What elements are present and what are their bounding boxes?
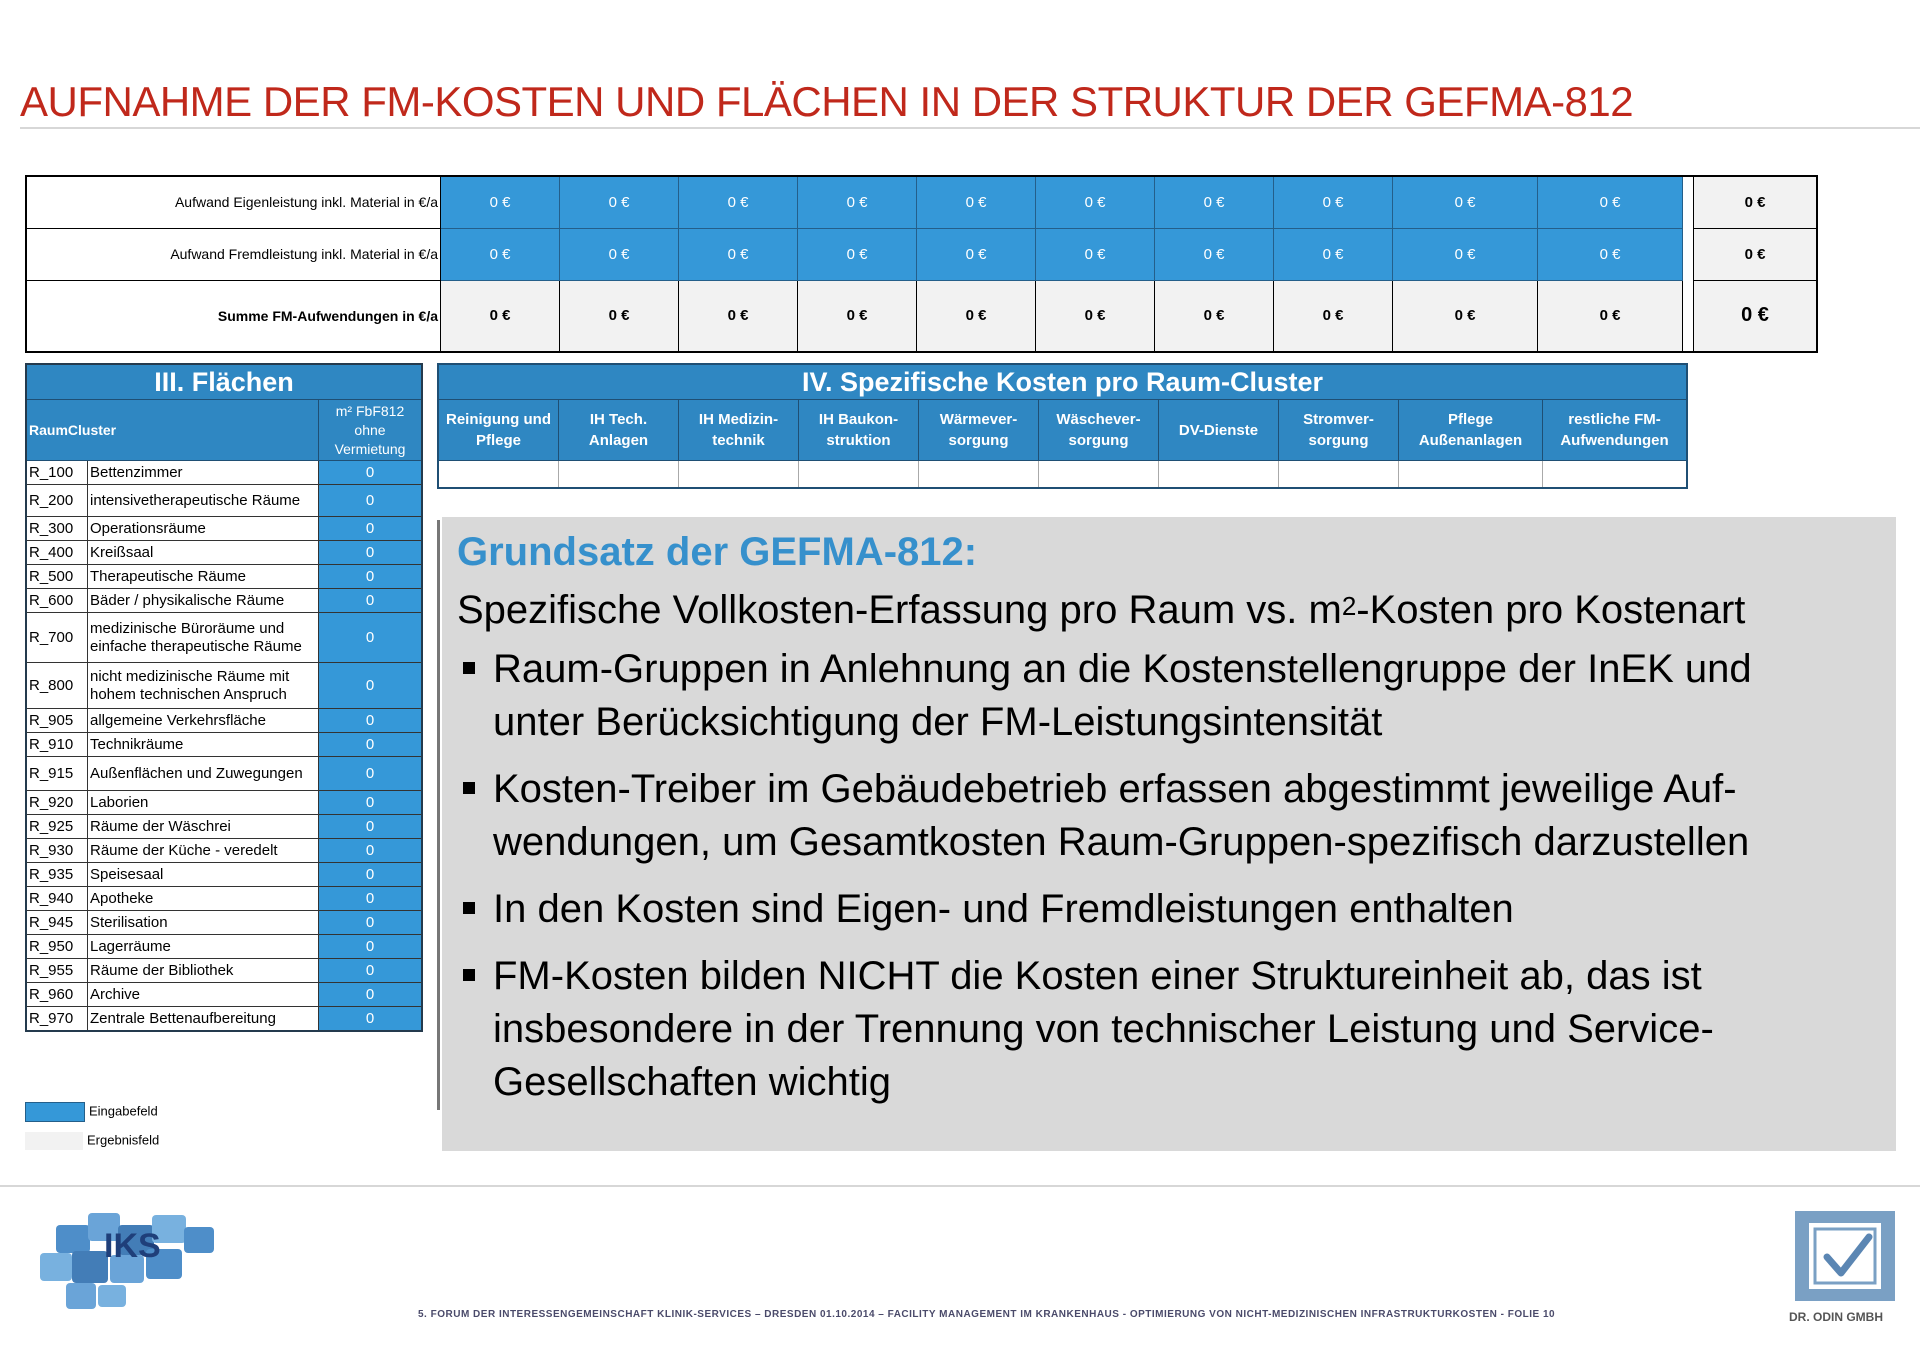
cost-type-header: [559, 400, 679, 461]
room-cluster-name: Apotheke: [88, 887, 319, 911]
bullet-square-icon: [463, 662, 475, 674]
bullet-square-icon: [463, 969, 475, 981]
legend-input: [25, 1102, 158, 1122]
room-cluster-code: R_940: [26, 887, 88, 911]
room-cluster-code: R_920: [26, 791, 88, 815]
footer-divider: [0, 1185, 1920, 1187]
table-row: [26, 517, 422, 541]
cost-input-cell[interactable]: 0 €: [1538, 228, 1683, 280]
area-input-cell[interactable]: 0: [319, 461, 423, 485]
specific-cost-cell: [1279, 461, 1399, 489]
cost-type-header-line2: sorgung: [948, 432, 1009, 449]
col-header-cluster: RaumCluster: [26, 400, 319, 461]
principle-subtitle: [457, 587, 1896, 633]
cost-type-header-line2: Pflege: [475, 432, 521, 449]
specific-title: IV. Spezifische Kosten pro Raum-Cluster: [438, 364, 1687, 400]
cost-input-cell[interactable]: 0 €: [560, 176, 679, 228]
cost-type-header-line2: sorgung: [1308, 432, 1369, 449]
table-row: [26, 887, 422, 911]
table-row: [26, 959, 422, 983]
principle-bullet: [457, 883, 1896, 936]
specific-cost-cell: [438, 461, 559, 489]
room-cluster-code: R_100: [26, 461, 88, 485]
area-input-cell[interactable]: 0: [319, 935, 423, 959]
subtitle-superscript: 2: [1341, 591, 1357, 621]
room-cluster-code: R_300: [26, 517, 88, 541]
specific-cost-cell: [679, 461, 799, 489]
specific-cost-cell: [1399, 461, 1543, 489]
room-cluster-code: R_935: [26, 863, 88, 887]
subtitle-part-a: Spezifische Vollkosten-Erfassung pro Raum vs. m: [457, 588, 1342, 632]
cost-input-cell[interactable]: 0 €: [679, 228, 798, 280]
cost-input-cell[interactable]: 0 €: [679, 176, 798, 228]
cost-input-cell[interactable]: 0 €: [1274, 228, 1393, 280]
cost-row: [26, 176, 1817, 228]
specific-cost-cell: [919, 461, 1039, 489]
cost-type-header: [919, 400, 1039, 461]
room-cluster-name: allgemeine Verkehrsfläche: [88, 709, 319, 733]
room-cluster-code: R_950: [26, 935, 88, 959]
room-cluster-code: R_400: [26, 541, 88, 565]
legend-result-swatch: [25, 1132, 83, 1150]
area-input-cell[interactable]: 0: [319, 589, 423, 613]
bullet-line: FM-Kosten bilden NICHT die Kosten einer Struktureinheit ab, das ist: [493, 954, 1702, 998]
area-input-cell[interactable]: 0: [319, 485, 423, 517]
cost-row-label: Aufwand Fremdleistung inkl. Material in €/a: [26, 228, 441, 280]
room-cluster-name: Technikräume: [88, 733, 319, 757]
cost-input-cell[interactable]: 0 €: [1274, 176, 1393, 228]
principle-bullet: [457, 643, 1896, 749]
areas-title: III. Flächen: [26, 364, 422, 400]
room-cluster-code: R_960: [26, 983, 88, 1007]
cost-type-header-line2: sorgung: [1068, 432, 1129, 449]
cost-type-header: [1543, 400, 1688, 461]
area-input-cell[interactable]: 0: [319, 959, 423, 983]
room-cluster-code: R_700: [26, 613, 88, 663]
cost-input-cell[interactable]: 0 €: [1393, 176, 1538, 228]
area-input-cell[interactable]: 0: [319, 863, 423, 887]
cost-sum-cell: 0 €: [1155, 280, 1274, 352]
room-cluster-name: Sterilisation: [88, 911, 319, 935]
cost-sum-cell: 0 €: [798, 280, 917, 352]
room-cluster-name: Lagerräume: [88, 935, 319, 959]
odin-logo-text: DR. ODIN GMBH: [1789, 1310, 1883, 1324]
cost-sum-cell: 0 €: [1274, 280, 1393, 352]
bullet-square-icon: [463, 902, 475, 914]
table-row: [26, 733, 422, 757]
bullet-line: insbesondere in der Trennung von technischer Leistung und Service-: [493, 1007, 1714, 1051]
room-cluster-name: Operationsräume: [88, 517, 319, 541]
cost-row-label: Summe FM-Aufwendungen in €/a: [26, 280, 441, 352]
col-header-area: m² FbF812 ohne Vermietung: [319, 400, 423, 461]
room-cluster-code: R_905: [26, 709, 88, 733]
room-cluster-name: Therapeutische Räume: [88, 565, 319, 589]
cost-total-cell: 0 €: [1694, 176, 1818, 228]
cost-type-header-line2: Außenanlagen: [1418, 432, 1523, 449]
specific-cost-cell: [559, 461, 679, 489]
table-row: [26, 485, 422, 517]
table-row: [26, 709, 422, 733]
footer-text: 5. FORUM DER INTERESSENGEMEINSCHAFT KLINIK-SERVICES – DRESDEN 01.10.2014 – FACILITY MANAGEMENT IM KRANKENHAUS - OPTIMIERUNG VON NICHT-MEDIZINISCHEN INFRASTRUKTURKOSTEN - FOLIE 10: [418, 1309, 1556, 1320]
cost-type-header-line1: Wäschever-: [1056, 411, 1141, 428]
cost-input-cell[interactable]: 0 €: [441, 228, 560, 280]
title-divider: [20, 127, 1920, 129]
gefma-principle-box: [442, 517, 1896, 1151]
table-row: [26, 757, 422, 791]
room-cluster-code: R_800: [26, 663, 88, 709]
cost-type-header-line1: IH Tech.: [589, 411, 648, 428]
cost-type-header-line2: struktion: [826, 432, 891, 449]
column-gap: [1683, 280, 1694, 352]
room-cluster-name: Räume der Küche - veredelt: [88, 839, 319, 863]
cost-input-cell[interactable]: 0 €: [1036, 176, 1155, 228]
table-row: [26, 541, 422, 565]
specific-cost-cell: [1543, 461, 1688, 489]
cost-total-cell: 0 €: [1694, 280, 1818, 352]
area-input-cell[interactable]: 0: [319, 815, 423, 839]
cost-summary-table: [25, 175, 1818, 353]
cost-type-header-line2: technik: [712, 432, 765, 449]
cost-input-cell[interactable]: 0 €: [1538, 176, 1683, 228]
cost-type-header-line1: Wärmever-: [939, 411, 1018, 428]
area-input-cell[interactable]: 0: [319, 541, 423, 565]
bullet-line: Gesellschaften wichtig: [493, 1060, 891, 1104]
page-title: AUFNAHME DER FM-KOSTEN UND FLÄCHEN IN DER STRUKTUR DER GEFMA-812: [20, 78, 1634, 125]
cost-sum-cell: 0 €: [917, 280, 1036, 352]
principle-bullet: [457, 950, 1896, 1109]
cost-input-cell[interactable]: 0 €: [1393, 228, 1538, 280]
cost-type-header-line2: Aufwendungen: [1560, 432, 1669, 449]
cost-input-cell[interactable]: 0 €: [560, 228, 679, 280]
room-cluster-name: Zentrale Bettenaufbereitung: [88, 1007, 319, 1031]
area-input-cell[interactable]: 0: [319, 733, 423, 757]
bullet-line: Raum-Gruppen in Anlehnung an die Kostenstellengruppe der InEK und: [493, 647, 1752, 691]
room-cluster-code: R_915: [26, 757, 88, 791]
table-row: [26, 839, 422, 863]
room-cluster-code: R_200: [26, 485, 88, 517]
cost-sum-cell: 0 €: [441, 280, 560, 352]
area-input-cell[interactable]: 0: [319, 663, 423, 709]
room-cluster-name: Bäder / physikalische Räume: [88, 589, 319, 613]
cost-type-header: [438, 400, 559, 461]
cost-input-cell[interactable]: 0 €: [1155, 228, 1274, 280]
cost-type-header: [679, 400, 799, 461]
bullet-line: wendungen, um Gesamtkosten Raum-Gruppen-spezifisch darzustellen: [493, 820, 1750, 864]
cost-type-header: [1279, 400, 1399, 461]
cost-input-cell[interactable]: 0 €: [798, 176, 917, 228]
room-cluster-code: R_970: [26, 1007, 88, 1031]
iks-logo-text: IKS: [104, 1227, 161, 1265]
table-row: [26, 1007, 422, 1031]
column-gap: [1683, 176, 1694, 228]
checkmark-logo-icon: [1793, 1209, 1899, 1305]
principle-bullet: [457, 763, 1896, 869]
room-cluster-name: Außenflächen und Zuwegungen: [88, 757, 319, 791]
area-input-cell[interactable]: 0: [319, 911, 423, 935]
room-cluster-name: Speisesaal: [88, 863, 319, 887]
cost-type-header-line1: Stromver-: [1303, 411, 1374, 428]
bullet-line: unter Berücksichtigung der FM-Leistungsintensität: [493, 700, 1383, 744]
cost-type-header-line1: Reinigung und: [446, 411, 551, 428]
room-cluster-name: nicht medizinische Räume mit hohem technischen Anspruch: [88, 663, 319, 709]
table-row: [26, 461, 422, 485]
cost-type-header-line1: IH Medizin-: [698, 411, 779, 428]
area-input-cell[interactable]: 0: [319, 983, 423, 1007]
room-cluster-name: Bettenzimmer: [88, 461, 319, 485]
table-row: [26, 589, 422, 613]
cost-input-cell[interactable]: 0 €: [441, 176, 560, 228]
areas-table: [25, 363, 423, 1032]
area-input-cell[interactable]: 0: [319, 757, 423, 791]
cost-input-cell[interactable]: 0 €: [917, 228, 1036, 280]
area-input-cell[interactable]: 0: [319, 613, 423, 663]
cost-input-cell[interactable]: 0 €: [1155, 176, 1274, 228]
cost-sum-cell: 0 €: [560, 280, 679, 352]
table-row: [26, 863, 422, 887]
room-cluster-code: R_500: [26, 565, 88, 589]
cost-type-header-line1: IH Baukon-: [818, 411, 899, 428]
principle-title: Grundsatz der GEFMA-812:: [457, 530, 978, 574]
legend-result-label: Ergebnisfeld: [87, 1132, 160, 1148]
cost-type-header-line1: restliche FM-: [1568, 411, 1661, 428]
bullet-line: In den Kosten sind Eigen- und Fremdleistungen enthalten: [493, 887, 1514, 931]
room-cluster-code: R_955: [26, 959, 88, 983]
cost-sum-cell: 0 €: [679, 280, 798, 352]
room-cluster-name: intensivetherapeutische Räume: [88, 485, 319, 517]
cost-sum-cell: 0 €: [1538, 280, 1683, 352]
table-edge: [437, 520, 440, 1110]
specific-costs-table: [437, 363, 1688, 489]
room-cluster-code: R_945: [26, 911, 88, 935]
table-row: [26, 815, 422, 839]
area-input-cell[interactable]: 0: [319, 1007, 423, 1031]
legend-input-swatch: [25, 1102, 85, 1122]
cost-input-cell[interactable]: 0 €: [798, 228, 917, 280]
area-input-cell[interactable]: 0: [319, 709, 423, 733]
table-row: [26, 613, 422, 663]
cost-input-cell[interactable]: 0 €: [917, 176, 1036, 228]
cost-total-cell: 0 €: [1694, 228, 1818, 280]
cost-type-header: [799, 400, 919, 461]
puzzle-logo-icon: [26, 1205, 236, 1315]
specific-cost-cell: [799, 461, 919, 489]
cost-type-header-line2: Anlagen: [588, 432, 649, 449]
subtitle-part-b: -Kosten pro Kostenart: [1356, 588, 1746, 632]
cost-type-header-line1: DV-Dienste: [1178, 421, 1259, 439]
room-cluster-code: R_910: [26, 733, 88, 757]
table-row: [26, 911, 422, 935]
room-cluster-name: Laborien: [88, 791, 319, 815]
area-input-cell[interactable]: 0: [319, 517, 423, 541]
area-input-cell[interactable]: 0: [319, 791, 423, 815]
legend-input-label: Eingabefeld: [89, 1103, 158, 1119]
cost-sum-cell: 0 €: [1393, 280, 1538, 352]
room-cluster-name: Archive: [88, 983, 319, 1007]
cost-sum-cell: 0 €: [1036, 280, 1155, 352]
cost-type-header: [1039, 400, 1159, 461]
cost-type-header-line1: Pflege: [1447, 411, 1493, 428]
area-input-cell[interactable]: 0: [319, 839, 423, 863]
room-cluster-code: R_930: [26, 839, 88, 863]
room-cluster-name: Räume der Wäschrei: [88, 815, 319, 839]
legend-result: [25, 1132, 159, 1150]
table-row: [26, 565, 422, 589]
bullet-square-icon: [463, 782, 475, 794]
specific-cost-cell: [1039, 461, 1159, 489]
area-input-cell[interactable]: 0: [319, 887, 423, 911]
cost-input-cell[interactable]: 0 €: [1036, 228, 1155, 280]
room-cluster-name: Räume der Bibliothek: [88, 959, 319, 983]
room-cluster-code: R_600: [26, 589, 88, 613]
room-cluster-code: R_925: [26, 815, 88, 839]
table-row: [26, 935, 422, 959]
bullet-line: Kosten-Treiber im Gebäudebetrieb erfassen abgestimmt jeweilige Auf-: [493, 767, 1737, 811]
room-cluster-name: Kreißsaal: [88, 541, 319, 565]
cost-type-header: [1159, 400, 1279, 461]
table-row: [26, 983, 422, 1007]
specific-cost-cell: [1159, 461, 1279, 489]
table-row: [26, 663, 422, 709]
cost-row: [26, 228, 1817, 280]
cost-row-label: Aufwand Eigenleistung inkl. Material in €/a: [26, 176, 441, 228]
table-row: [26, 791, 422, 815]
room-cluster-name: medizinische Büroräume und einfache therapeutische Räume: [88, 613, 319, 663]
cost-row: [26, 280, 1817, 352]
column-gap: [1683, 228, 1694, 280]
cost-type-header: [1399, 400, 1543, 461]
area-input-cell[interactable]: 0: [319, 565, 423, 589]
